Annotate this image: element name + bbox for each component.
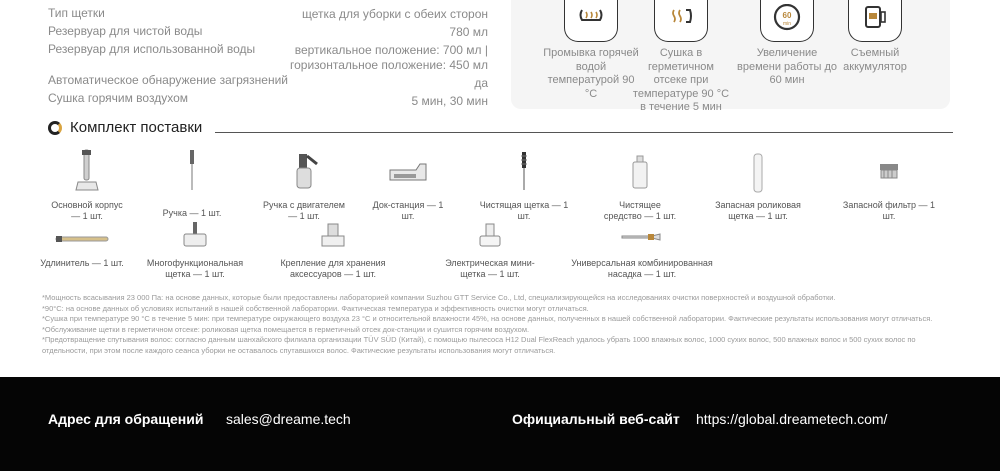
item-label: Электрическая мини-щетка — 1 шт. — [445, 258, 535, 279]
package-item — [474, 148, 574, 222]
contact-email-link[interactable]: sales@dreame.tech — [226, 411, 351, 427]
spec-key: Автоматическое обнаружение загрязнений — [48, 73, 288, 87]
section-divider — [215, 132, 953, 133]
spec-value: щетка для уборки с обеих сторон — [302, 7, 488, 21]
footnote: *90°C: на основе данных об условиях испытаний в нашей собственной лаборатории. Фактическая температура и эффективность очистки могут отличаться. — [42, 303, 589, 313]
item-label: Основной корпус — 1 шт. — [51, 200, 123, 221]
footnote: *Предотвращение спутывания волос: согласно данным шанхайского филиала организации TÜV SÜD (Китай), с помощью пылесоса H12 Dual FlexReach удалось убрать 1000 влажных волос, 1000 сухих волос, 500 влажных волос и 500 сухих волос по отдельности, при этом после каждого сеанса уборки не оставалось спутавшихся волос. Фактические результаты использования могут отличаться. — [42, 335, 916, 355]
package-item — [48, 148, 126, 222]
spec-value: 780 мл — [449, 25, 488, 39]
storage-mount-icon — [318, 222, 348, 250]
package-item — [568, 218, 716, 280]
feature-card — [631, 0, 731, 115]
footnote: *Сушка при температуре 90 °C в течение 5 мин: при температуре окружающего воздуха 23 °C и относительной влажности 45%, на основе данных, полученных в нашей собственной лаборатории. Фактические результаты использования могут отличаться. — [42, 314, 933, 323]
spec-key: Сушка горячим воздухом — [48, 91, 188, 105]
footnote: *Мощность всасывания 23 000 Па: на основе данных, которые были предоставлены лабораторией компании Suzhou GTT Service Co., Ltd, специализирующейся на исследованиях очистки поверхностей и воздушной обработки. — [42, 293, 836, 302]
spec-value: да — [474, 76, 488, 90]
spec-value: вертикальное положение: 700 мл | — [294, 43, 488, 57]
footer — [0, 377, 1000, 471]
spec-value: 5 мин, 30 мин — [411, 94, 488, 108]
item-label: Крепление для хранения аксессуаров — 1 шт. — [280, 258, 386, 279]
item-label: Чистящая щетка — 1 шт. — [479, 200, 569, 221]
package-item — [710, 148, 806, 222]
spec-row — [48, 42, 488, 74]
svg-text:min: min — [782, 21, 792, 27]
spare-filter-icon — [878, 162, 900, 180]
feature-card — [541, 0, 641, 101]
spec-value-line2: горизонтальное положение: 450 мл — [290, 58, 488, 72]
section-title: Комплект поставки — [70, 119, 203, 136]
item-label: Запасная роликовая щетка — 1 шт. — [715, 200, 801, 221]
item-label: Док-станция — 1 шт. — [372, 200, 444, 221]
item-label: Ручка с двигателем — 1 шт. — [263, 200, 345, 221]
feature-caption: Сушка в герметичном отсеке при температуре 90 °C в течение 5 мин — [632, 47, 730, 113]
package-item — [140, 218, 250, 280]
features-panel — [511, 0, 950, 113]
spec-row — [48, 73, 488, 89]
runtime-60min-icon — [760, 0, 814, 42]
package-item — [836, 148, 942, 222]
item-label: Универсальная комбинированная насадка — 1 шт. — [571, 258, 713, 279]
package-item — [258, 148, 350, 222]
mini-brush-icon — [476, 222, 504, 250]
feature-caption: Увеличение времени работы до 60 мин — [737, 47, 837, 86]
package-item — [366, 148, 450, 222]
spec-row — [48, 6, 488, 22]
footnotes — [42, 293, 942, 356]
cleaning-solution-icon — [631, 154, 649, 190]
combo-nozzle-icon — [620, 232, 664, 242]
package-item — [278, 218, 388, 280]
package-item — [40, 228, 124, 274]
section-bullet-icon — [48, 121, 62, 135]
footnote: *Обслуживание щетки в герметичном отсеке: роликовая щетка помещается в герметичный отсек док-станции и сушится горячим воздухом. — [42, 324, 530, 334]
main-body-icon — [72, 148, 102, 192]
website-link[interactable]: https://global.dreametech.com/ — [696, 411, 888, 427]
hot-water-wash-icon — [564, 0, 618, 42]
svg-text:60: 60 — [782, 11, 792, 20]
removable-battery-icon — [848, 0, 902, 42]
motor-handle-icon — [287, 152, 321, 194]
item-label: Удлинитель — 1 шт. — [40, 258, 124, 268]
feature-caption: Промывка горячей водой температурой 90 °C — [543, 47, 639, 100]
contact-address-label: Адрес для обращений — [48, 411, 204, 427]
feature-caption: Съемный аккумулятор — [843, 47, 907, 73]
spec-key: Резервуар для чистой воды — [48, 24, 203, 38]
cleaning-brush-icon — [518, 150, 530, 192]
spec-row — [48, 24, 488, 40]
feature-card — [737, 0, 837, 88]
sealed-drying-icon — [654, 0, 708, 42]
spec-row — [48, 91, 488, 107]
handle-icon — [182, 148, 202, 192]
spare-roller-icon — [752, 152, 764, 194]
item-label: Запасной фильтр — 1 шт. — [842, 200, 936, 221]
feature-card — [825, 0, 925, 74]
package-item — [438, 218, 542, 280]
spec-key: Тип щетки — [48, 6, 105, 20]
item-label: Чистящее средство — 1 шт. — [603, 200, 677, 221]
dock-station-icon — [386, 160, 430, 186]
item-label: Ручка — 1 шт. — [162, 208, 222, 218]
package-item — [600, 148, 680, 222]
spec-key: Резервуар для использованной воды — [48, 42, 256, 56]
extension-tube-icon — [54, 234, 110, 244]
package-section-header — [48, 119, 953, 139]
item-label: Многофункциональная щетка — 1 шт. — [146, 258, 244, 279]
multi-brush-icon — [180, 220, 210, 250]
package-item — [160, 148, 224, 222]
website-label: Официальный веб-сайт — [512, 411, 680, 427]
